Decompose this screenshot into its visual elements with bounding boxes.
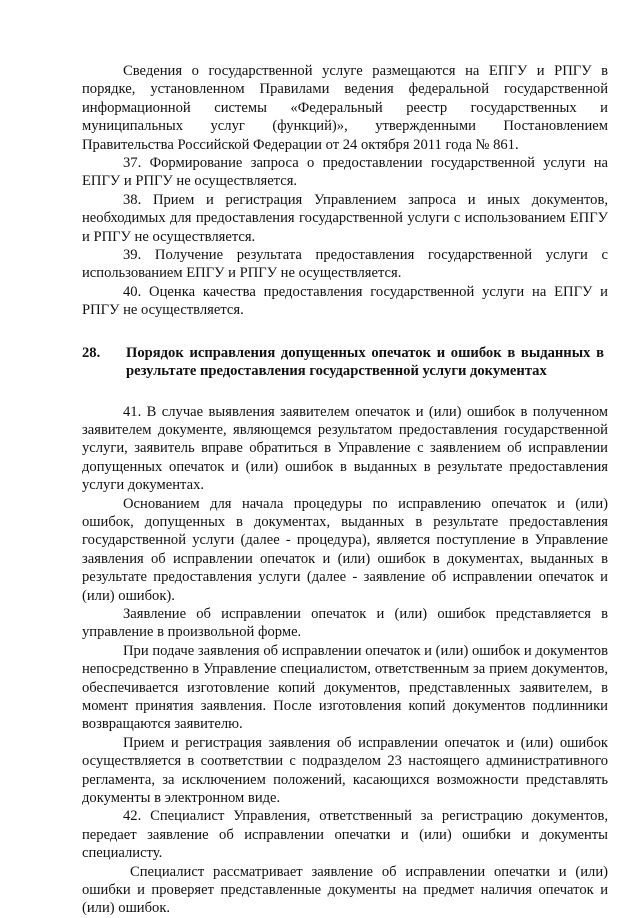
section-number: 28. bbox=[82, 344, 101, 361]
paragraph-38: 38. Прием и регистрация Управлением запроса и иных документов, необходимых для предоставления государственной услуги с использованием ЕПГУ и РПГУ не осуществляется. bbox=[82, 191, 608, 245]
section-heading bbox=[82, 344, 608, 381]
paragraph-registration: Прием и регистрация заявления об исправлении опечаток и (или) ошибок осуществляется в соответствии с подразделом 23 настоящего административного регламента, за исключением положений, касающихся возможности представлять документы в электронном виде. bbox=[82, 734, 608, 807]
paragraph-specialist-review: Специалист рассматривает заявление об исправлении опечатки и (или) ошибки и проверяет представленные документы на предмет наличия опечаток и (или) ошибок. bbox=[82, 863, 608, 917]
paragraph-39: 39. Получение результата предоставления государственной услуги с использованием ЕПГУ и РПГУ не осуществляется. bbox=[82, 247, 608, 282]
paragraph-procedure-basis: Основанием для начала процедуры по исправлению опечаток и (или) ошибок, допущенных в документах, выданных в результате предоставления государственной услуги (далее - процедура), является поступление в Управление заявления об исправлении опечаток и (или) ошибок в документах, выданных в результате предоставления услуги (далее - заявление об исправлении опечаток и (или) ошибок). bbox=[82, 495, 608, 604]
paragraph-41: 41. В случае выявления заявителем опечаток и (или) ошибок в полученном заявителем документе, являющемся результатом предоставления государственной услуги, заявитель вправе обратиться в Управление с заявлением об исправлении допущенных опечаток и (или) ошибок в выданных в результате предоставления услуги документах. bbox=[82, 403, 608, 494]
paragraph-info-placement: Сведения о государственной услуге размещаются на ЕПГУ и РПГУ в порядке, установленном Правилами ведения федеральной государственной информационной системы «Федеральный реестр государственных и муниципальных услуг (функций)», утвержденными Постановлением Правительства Российской Федерации от 24 октября 2011 года № 861. bbox=[82, 63, 608, 153]
section-title: Порядок исправления допущенных опечаток и ошибок в выданных в результате предоставления государственной услуги документах bbox=[126, 344, 604, 380]
paragraph-application-form: Заявление об исправлении опечаток и (или) ошибок представляется в управление в произвольной форме. bbox=[82, 605, 608, 641]
paragraph-40: 40. Оценка качества предоставления государственной услуги на ЕПГУ и РПГУ не осуществляется. bbox=[82, 283, 608, 319]
paragraph-42: 42. Специалист Управления, ответственный за регистрацию документов, передает заявление об исправлении опечатки и (или) ошибки и документы специалисту. bbox=[82, 808, 608, 862]
document-page bbox=[82, 62, 608, 918]
paragraph-37: 37. Формирование запроса о предоставлении государственной услуги на ЕПГУ и РПГУ не осуществляется. bbox=[82, 155, 608, 190]
paragraph-document-copies: При подаче заявления об исправлении опечаток и (или) ошибок и документов непосредственно в Управление специалистом, ответственным за прием документов, обеспечивается изготовление копий документов, представленных заявителем, в момент принятия заявления. После изготовления копий документов подлинники возвращаются заявителю. bbox=[82, 642, 608, 733]
